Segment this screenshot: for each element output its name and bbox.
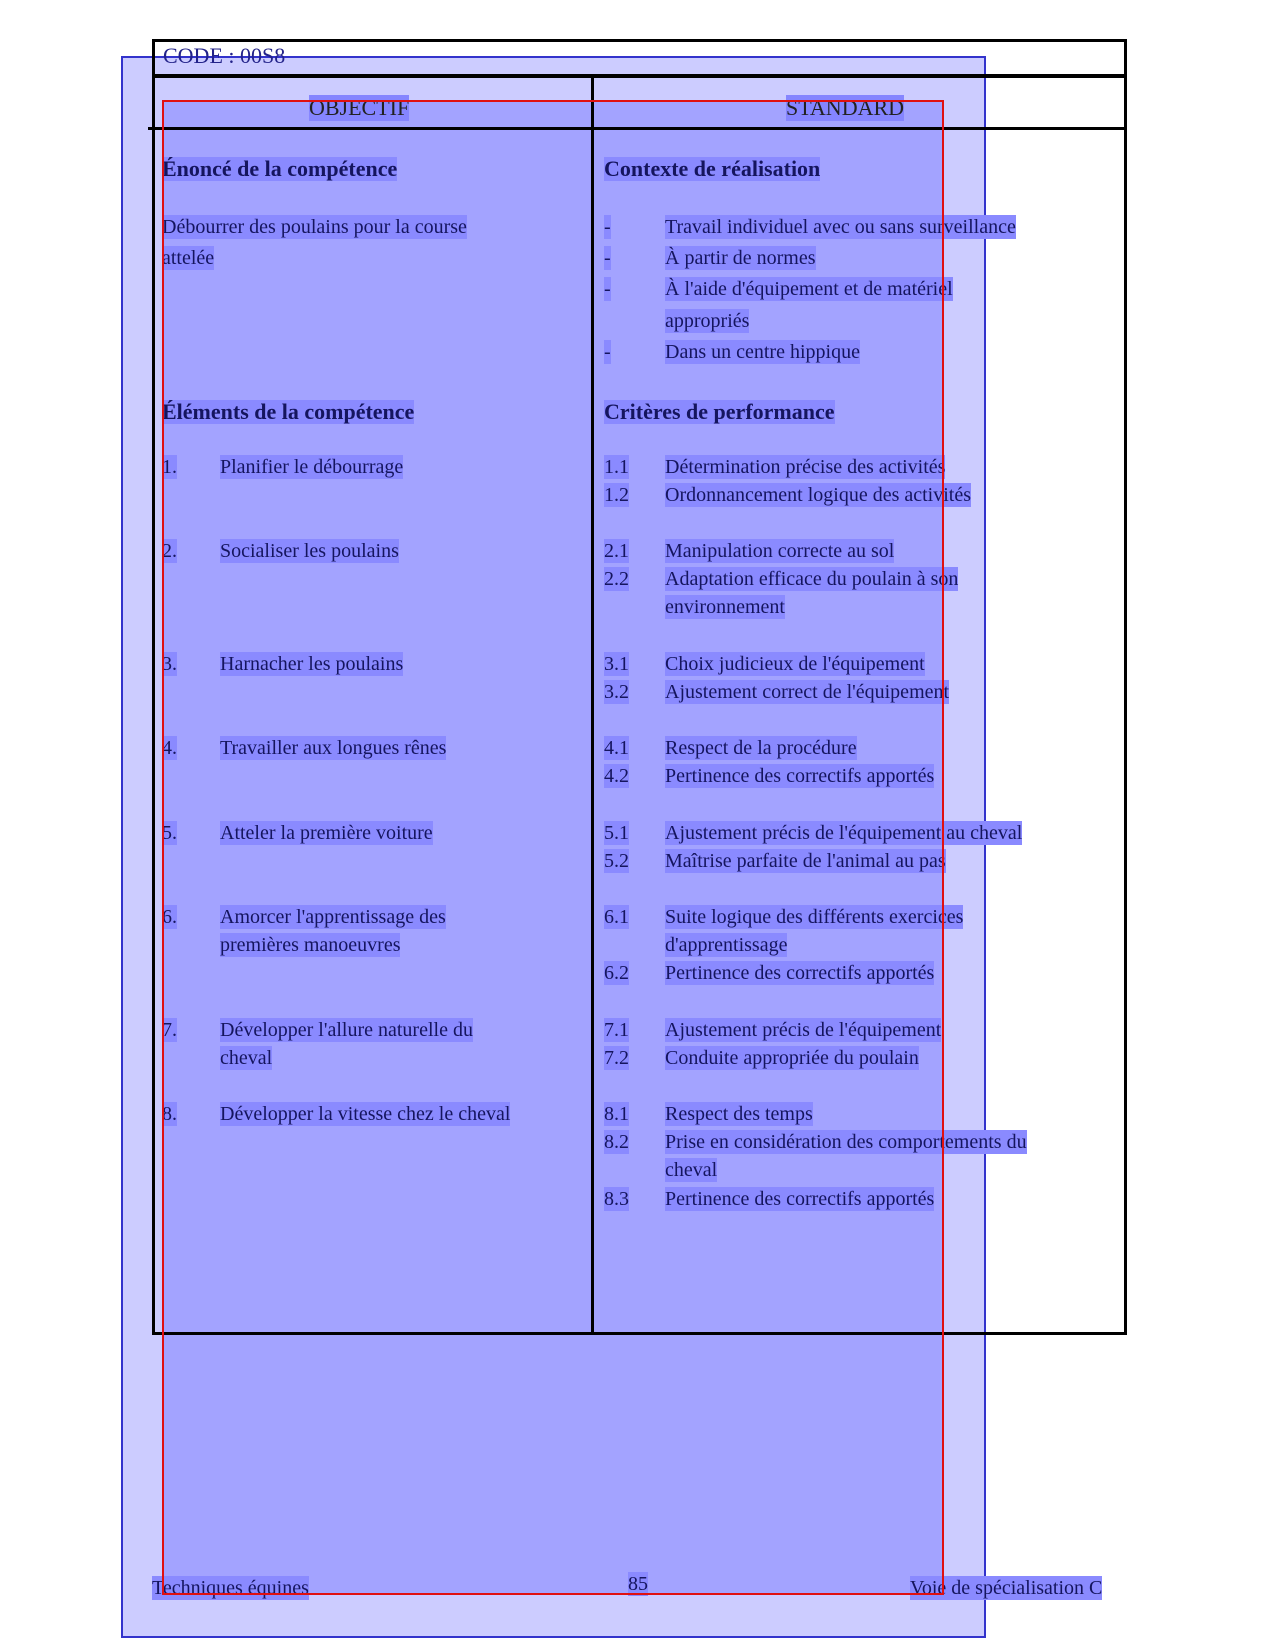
element-num: 2.	[162, 540, 177, 562]
footer-left: Techniques équines	[152, 1577, 309, 1599]
critere-text: Suite logique des différents exercices	[665, 906, 964, 928]
critere-text: Pertinence des correctifs apportés	[665, 765, 935, 787]
element-num: 7.	[162, 1019, 177, 1041]
critere-num: 3.2	[604, 681, 629, 703]
header-standard: STANDARD	[786, 95, 905, 120]
critere-text: Adaptation efficace du poulain à son	[665, 568, 959, 590]
element-text: Travailler aux longues rênes	[220, 737, 447, 759]
element-num: 5.	[162, 822, 177, 844]
critere-text: Ajustement correct de l'équipement	[665, 681, 950, 703]
contexte-text: À l'aide d'équipement et de matériel	[665, 278, 953, 300]
critere-num: 8.3	[604, 1188, 629, 1210]
contexte-text: Travail individuel avec ou sans surveillance	[665, 216, 1016, 238]
critere-text: Conduite appropriée du poulain	[665, 1047, 919, 1069]
critere-num: 3.1	[604, 653, 629, 675]
contexte-bullet: -	[604, 216, 611, 238]
element-text: Amorcer l'apprentissage des	[220, 906, 446, 928]
critere-num: 8.1	[604, 1103, 629, 1125]
contexte-text: À partir de normes	[665, 247, 816, 269]
contexte-bullet: -	[604, 341, 611, 363]
enonce-title: Énoncé de la compétence	[162, 156, 398, 181]
column-divider	[591, 75, 594, 1335]
elements-title: Éléments de la compétence	[162, 399, 415, 424]
critere-text: environnement	[665, 596, 785, 618]
contexte-title: Contexte de réalisation	[604, 156, 821, 181]
critere-text: Ajustement précis de l'équipement	[665, 1019, 942, 1041]
critere-num: 7.1	[604, 1019, 629, 1041]
critere-num: 2.1	[604, 540, 629, 562]
page-number: 85	[628, 1573, 648, 1595]
critere-num: 5.1	[604, 822, 629, 844]
critere-num: 7.2	[604, 1047, 629, 1069]
critere-num: 1.1	[604, 456, 629, 478]
header-divider	[148, 127, 1127, 130]
element-text: premières manoeuvres	[220, 934, 401, 956]
contexte-text: Dans un centre hippique	[665, 341, 860, 363]
critere-text: d'apprentissage	[665, 934, 788, 956]
critere-text: Prise en considération des comportements du	[665, 1131, 1027, 1153]
element-num: 8.	[162, 1103, 177, 1125]
critere-text: Respect de la procédure	[665, 737, 857, 759]
element-text: Atteler la première voiture	[220, 822, 433, 844]
enonce-line: Débourrer des poulains pour la course	[162, 216, 467, 238]
critere-text: Maîtrise parfaite de l'animal au pas	[665, 850, 946, 872]
critere-num: 8.2	[604, 1131, 629, 1153]
contexte-text: appropriés	[665, 310, 750, 332]
critere-num: 4.2	[604, 765, 629, 787]
element-num: 4.	[162, 737, 177, 759]
critere-text: Pertinence des correctifs apportés	[665, 1188, 935, 1210]
critere-num: 4.1	[604, 737, 629, 759]
element-num: 6.	[162, 906, 177, 928]
element-num: 3.	[162, 653, 177, 675]
critere-text: Détermination précise des activités	[665, 456, 946, 478]
critere-num: 2.2	[604, 568, 629, 590]
element-text: Développer la vitesse chez le cheval	[220, 1103, 511, 1125]
critere-num: 1.2	[604, 484, 629, 506]
critere-num: 6.2	[604, 962, 629, 984]
code-label: CODE : 00S8	[163, 43, 286, 68]
critere-num: 6.1	[604, 906, 629, 928]
contexte-bullet: -	[604, 247, 611, 269]
enonce-line: attelée	[162, 247, 215, 269]
critere-text: Ordonnancement logique des activités	[665, 484, 972, 506]
element-text: cheval	[220, 1047, 273, 1069]
critere-text: Respect des temps	[665, 1103, 813, 1125]
code-box	[152, 39, 1127, 77]
element-text: Socialiser les poulains	[220, 540, 399, 562]
critere-text: Choix judicieux de l'équipement	[665, 653, 925, 675]
critere-text: cheval	[665, 1159, 718, 1181]
critere-text: Manipulation correcte au sol	[665, 540, 895, 562]
element-text: Planifier le débourrage	[220, 456, 404, 478]
element-text: Développer l'allure naturelle du	[220, 1019, 473, 1041]
critere-text: Ajustement précis de l'équipement au cheval	[665, 822, 1023, 844]
header-objectif: OBJECTIF	[309, 95, 410, 120]
critere-text: Pertinence des correctifs apportés	[665, 962, 935, 984]
criteres-title: Critères de performance	[604, 399, 835, 424]
element-text: Harnacher les poulains	[220, 653, 404, 675]
footer-right: Voie de spécialisation C	[910, 1577, 1103, 1599]
contexte-bullet: -	[604, 278, 611, 300]
element-num: 1.	[162, 456, 177, 478]
critere-num: 5.2	[604, 850, 629, 872]
